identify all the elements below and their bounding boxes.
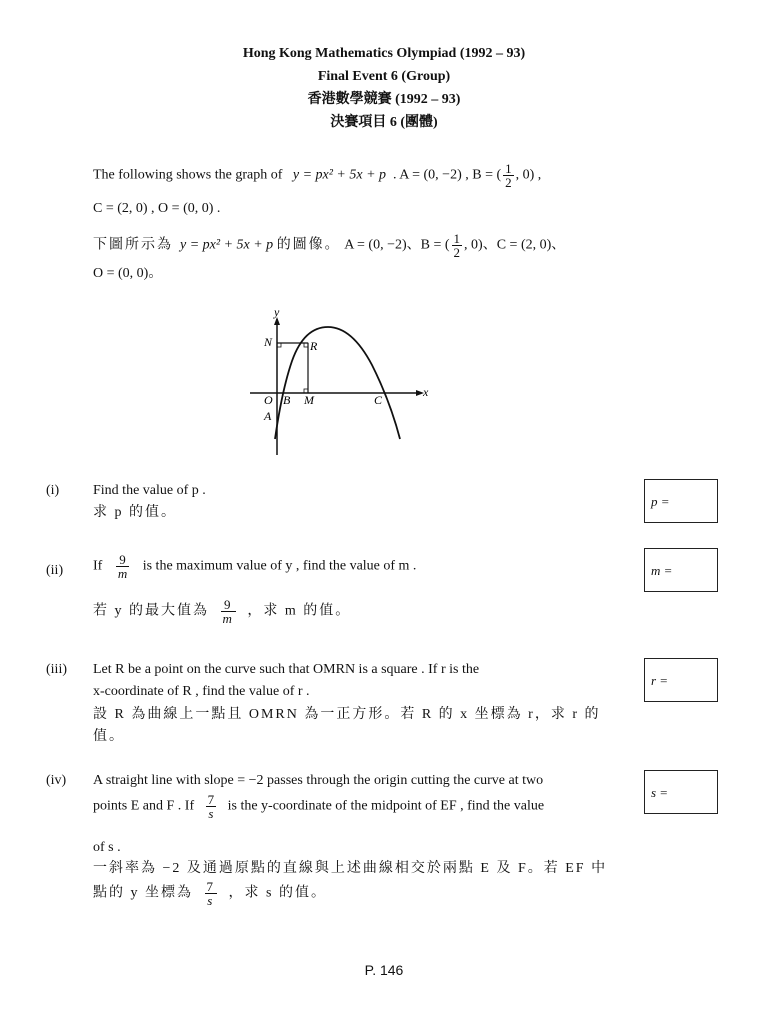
question-text-zh: 若 y 的最大值為 $\frac{9}{m}$ ，求 m 的值。 [93,597,352,626]
question-text: Find the value of p . [93,483,206,498]
intro-point-b-end: , 0) , [515,167,542,183]
label-R: R [310,339,318,353]
answer-label: p = [651,494,670,509]
page-number: P. 146 [364,962,404,978]
label-y: y [274,305,280,319]
intro-point-b: B = ( [472,167,502,183]
answer-box-r[interactable] [644,658,718,702]
question-text-line-2: x-coordinate of R , find the value of r . [93,684,310,699]
paper-title: Hong Kong Mathematics Olympiad (1992 – 93) [242,46,526,61]
question-number: (iii) [46,662,67,677]
label-B: B [283,393,291,407]
question-text-line-1: Let R be a point on the curve such that OMRN is a square . If r is the [93,662,480,677]
intro-line-1 [93,162,541,189]
question-text-zh: 求 p 的值。 [93,505,177,520]
question-text-zh-line-2: 值。 [93,729,125,744]
parabola-curve [275,327,400,439]
answer-label: s = [651,785,669,800]
label-x: x [423,385,429,399]
question-text-zh-line-1: 一斜率為 −2 及通過原點的直線與上述曲線相交於兩點 E 及 F。若 EF 中 [93,861,608,876]
question-number: (i) [46,483,60,498]
question-number: (iv) [46,773,67,788]
fraction-9-over-m: $\frac{9}{m}$ [117,552,128,581]
question-text-zh-line-1: 設 R 為曲線上一點且 OMRN 為一正方形。若 R 的 x 坐標為 r，求 r 的 [93,707,601,722]
label-M: M [304,393,314,407]
right-angle-R [304,343,308,347]
intro-zh-equation: y = px² + 5x + p [180,237,274,253]
intro-prefix: The following shows the graph of [93,167,283,183]
intro-zh-point-b-end: , 0)、C = (2, 0)、 [464,237,566,253]
intro-equation: y = px² + 5x + p [292,167,387,183]
answer-label: r = [651,673,669,688]
question-text: If $\frac{9}{m}$ is the maximum value of y , find the value of m . [93,552,417,581]
intro-zh-prefix: 下圖所示為 [93,237,173,253]
label-N: N [264,335,273,349]
fraction-9-over-m-zh: $\frac{9}{m}$ [222,597,234,626]
intro-zh-line-1 [93,232,565,259]
half-fraction-zh: $\frac{1}{2}$ [453,231,461,260]
intro-line-2: C = (2, 0) , O = (0, 0) . [93,201,221,216]
label-C: C [374,393,383,407]
intro-point-a: . A = (0, −2) , [393,167,469,183]
intro-zh-point-a: A = (0, −2)、B = ( [344,237,450,253]
intro-zh-line-2: O = (0, 0)。 [93,266,163,281]
answer-label: m = [651,563,673,578]
question-text-zh-line-2: 點的 y 坐標為 $\frac{7}{s}$ ，求 s 的值。 [93,879,327,908]
answer-box-m[interactable] [644,548,718,592]
half-fraction: $\frac{1}{2}$ [505,161,512,190]
question-text-line-2: points E and F . If $\frac{7}{s}$ is the y-coordinate of the midpoint of EF , find the value [93,792,545,821]
question-number: (ii) [46,563,64,578]
event-title-zh: 決賽項目 6 (團體) [330,115,438,130]
event-title: Final Event 6 (Group) [317,69,451,84]
parabola-graph [240,305,440,457]
answer-box-p[interactable] [644,479,718,523]
paper-title-zh: 香港數學競賽 (1992 – 93) [307,92,461,107]
answer-box-s[interactable] [644,770,718,814]
fraction-7-over-s-zh: $\frac{7}{s}$ [206,879,215,908]
label-A: A [264,409,272,423]
question-text-line-3: of s . [93,840,121,855]
label-O: O [264,393,273,407]
intro-zh-mid: 的圖像。 [276,237,341,253]
fraction-7-over-s: $\frac{7}{s}$ [207,792,215,821]
question-text-line-1: A straight line with slope = −2 passes through the origin cutting the curve at two [93,773,544,788]
